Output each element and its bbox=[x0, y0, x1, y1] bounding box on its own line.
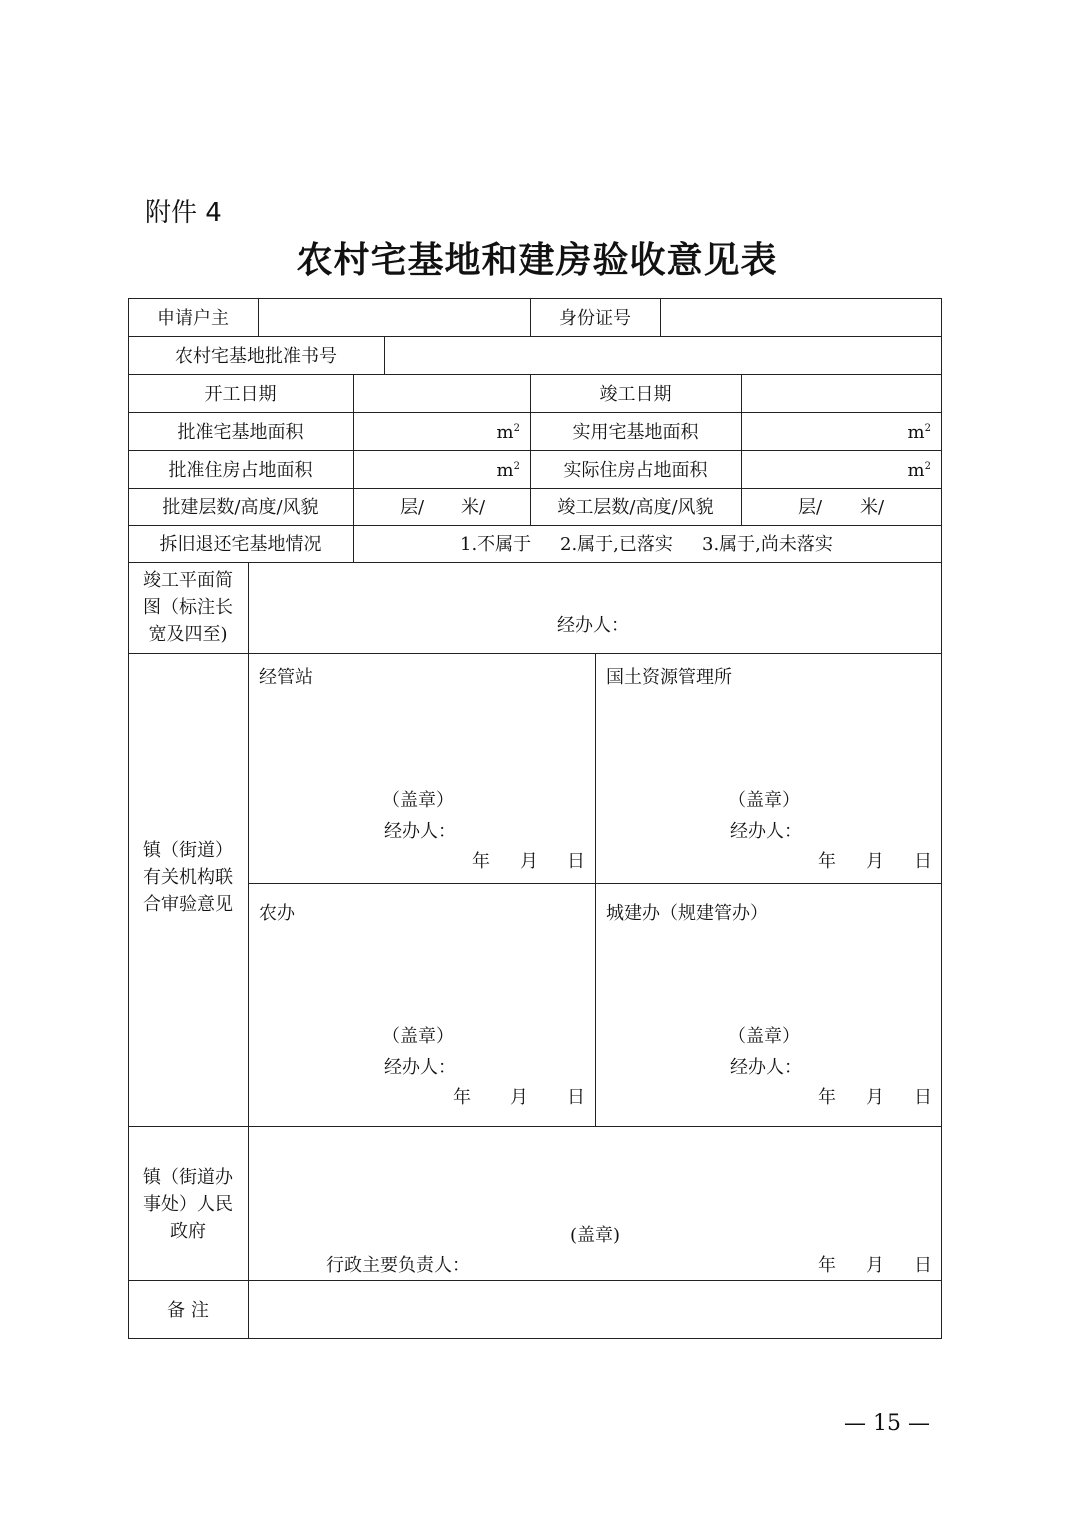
land-office-label: 国土资源管理所 bbox=[606, 667, 732, 688]
completed-floors-label: 竣工层数/高度/风貌 bbox=[557, 497, 714, 518]
grid-line bbox=[128, 450, 942, 451]
land-seal: （盖章） bbox=[728, 790, 800, 811]
grid-line bbox=[128, 525, 942, 526]
land-year: 年 bbox=[818, 851, 836, 872]
agri-seal: （盖章） bbox=[382, 1026, 454, 1047]
urban-month: 月 bbox=[866, 1087, 884, 1108]
grid-line bbox=[128, 1338, 942, 1339]
joint-review-label: 镇（街道）有关机构联合审验意见 bbox=[143, 840, 233, 915]
government-year: 年 bbox=[818, 1255, 836, 1276]
station-handler: 经办人： bbox=[384, 821, 456, 842]
grid-line bbox=[595, 653, 596, 1126]
leader-label: 行政主要负责人： bbox=[326, 1255, 470, 1276]
applicant-label: 申请户主 bbox=[157, 308, 229, 329]
approval-no-label: 农村宅基地批准书号 bbox=[175, 346, 337, 367]
agri-year: 年 bbox=[453, 1087, 471, 1108]
grid-line bbox=[128, 412, 942, 413]
land-month: 月 bbox=[866, 851, 884, 872]
approved-area-label: 批准宅基地面积 bbox=[177, 422, 304, 443]
urban-handler: 经办人： bbox=[730, 1057, 802, 1078]
completed-floors-unit: 层/ bbox=[798, 497, 823, 518]
government-month: 月 bbox=[866, 1255, 884, 1276]
page-number: — 15 — bbox=[844, 1411, 930, 1436]
actual-house-area-label: 实际住房占地面积 bbox=[563, 460, 708, 481]
remarks-label: 备 注 bbox=[167, 1300, 209, 1321]
completion-date-label: 竣工日期 bbox=[599, 384, 672, 405]
agri-handler: 经办人： bbox=[384, 1057, 456, 1078]
urban-day: 日 bbox=[914, 1087, 932, 1108]
approved-area-unit: $m^2$ bbox=[496, 422, 520, 443]
demolition-option-3: 3.属于,尚未落实 bbox=[702, 534, 833, 555]
actual-area-unit: $m^2$ bbox=[907, 422, 931, 443]
grid-line bbox=[128, 653, 942, 654]
id-label: 身份证号 bbox=[559, 308, 631, 329]
urban-year: 年 bbox=[818, 1087, 836, 1108]
grid-line bbox=[128, 488, 942, 489]
agri-office-label: 农办 bbox=[259, 903, 295, 924]
grid-line bbox=[128, 1280, 942, 1281]
station-year: 年 bbox=[472, 851, 490, 872]
demolition-option-2: 2.属于,已落实 bbox=[560, 534, 673, 555]
actual-area-label: 实用宅基地面积 bbox=[572, 422, 699, 443]
grid-line bbox=[258, 298, 259, 336]
station-seal: （盖章） bbox=[382, 790, 454, 811]
grid-line bbox=[128, 1126, 942, 1127]
approved-floors-unit: 层/ bbox=[400, 497, 425, 518]
land-day: 日 bbox=[914, 851, 932, 872]
urban-seal: （盖章） bbox=[728, 1026, 800, 1047]
government-seal: (盖章) bbox=[570, 1225, 621, 1246]
grid-line bbox=[128, 298, 942, 299]
grid-line bbox=[941, 298, 942, 1339]
grid-line bbox=[128, 336, 942, 337]
acceptance-form-table bbox=[128, 298, 942, 1339]
grid-line bbox=[660, 298, 661, 336]
agri-month: 月 bbox=[510, 1087, 528, 1108]
government-day: 日 bbox=[914, 1255, 932, 1276]
plan-label: 竣工平面简图（标注长宽及四至) bbox=[143, 570, 233, 645]
grid-line bbox=[384, 336, 385, 374]
approved-height-unit: 米/ bbox=[461, 497, 486, 518]
demolition-option-1: 1.不属于 bbox=[460, 534, 532, 555]
agri-day: 日 bbox=[567, 1087, 585, 1108]
annex-label: 附件 4 bbox=[145, 198, 222, 228]
approved-floors-label: 批建层数/高度/风貌 bbox=[162, 497, 319, 518]
grid-line bbox=[248, 562, 249, 1338]
demolition-label: 拆旧退还宅基地情况 bbox=[159, 534, 322, 555]
grid-line bbox=[128, 374, 942, 375]
grid-line bbox=[128, 562, 942, 563]
grid-line bbox=[128, 298, 129, 1339]
form-title: 农村宅基地和建房验收意见表 bbox=[296, 239, 778, 281]
start-date-label: 开工日期 bbox=[204, 384, 277, 405]
approved-house-area-label: 批准住房占地面积 bbox=[168, 460, 313, 481]
plan-handler-label: 经办人： bbox=[557, 615, 629, 636]
station-day: 日 bbox=[567, 851, 585, 872]
urban-office-label: 城建办（规建管办） bbox=[606, 903, 768, 924]
grid-line bbox=[741, 374, 742, 525]
station-month: 月 bbox=[520, 851, 538, 872]
government-label: 镇（街道办事处）人民政府 bbox=[143, 1167, 233, 1242]
completed-height-unit: 米/ bbox=[860, 497, 885, 518]
actual-house-area-unit: $m^2$ bbox=[907, 460, 931, 481]
station-label: 经管站 bbox=[259, 667, 313, 688]
land-handler: 经办人： bbox=[730, 821, 802, 842]
approved-house-area-unit: $m^2$ bbox=[496, 460, 520, 481]
